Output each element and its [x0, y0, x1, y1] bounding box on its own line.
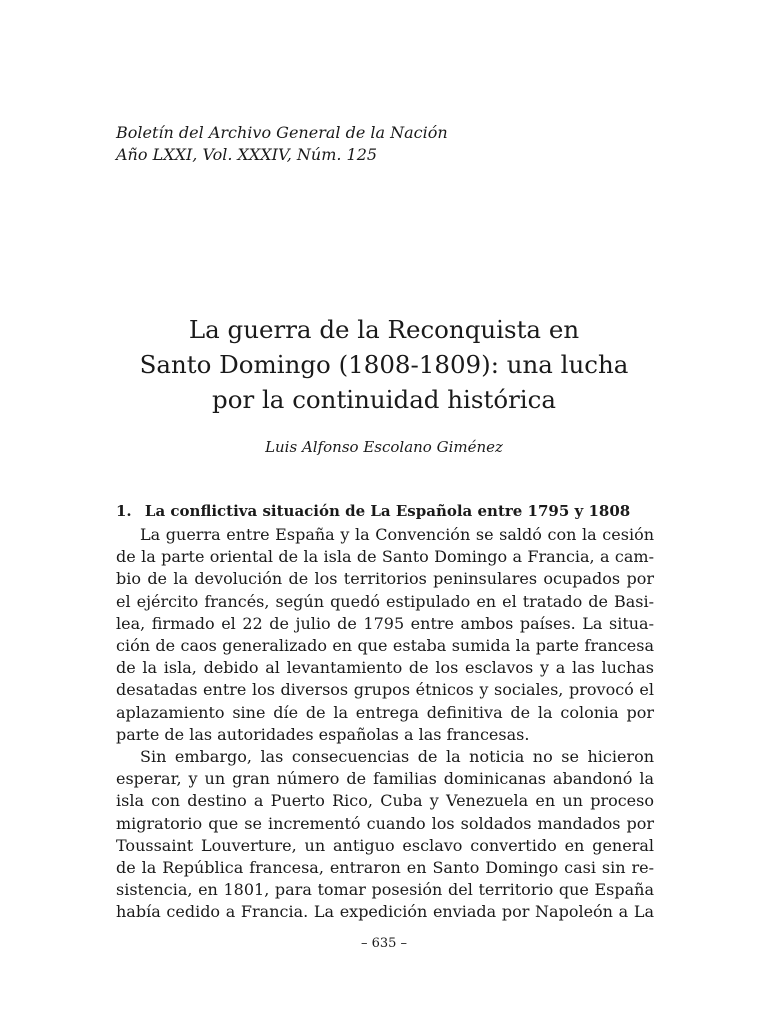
article-title [60, 312, 708, 417]
text-line: bio de la devolución de los territorios peninsulares ocupados por [116, 569, 654, 589]
page-number: – 635 – [360, 936, 408, 951]
section-number: 1. [116, 502, 132, 520]
section-title: La conflictiva situación de La Española entre 1795 y 1808 [144, 502, 631, 520]
paragraph [116, 524, 654, 746]
text-line: Sin embargo, las consecuencias de la noticia no se hicieron [140, 747, 654, 767]
author-name: Luis Alfonso Escolano Giménez [265, 438, 503, 456]
text-line: el ejército francés, según quedó estipulado en el tratado de Basi- [116, 591, 654, 611]
text-line: desatadas entre los diversos grupos étnicos y sociales, provocó el [116, 680, 654, 700]
article-title-line: Santo Domingo (1808-1809): una lucha [139, 350, 629, 379]
text-line: aplazamiento sine díe de la entrega definitiva de la colonia por [116, 702, 654, 722]
journal-header [116, 122, 448, 166]
text-line: sistencia, en 1801, para tomar posesión del territorio que España [116, 880, 654, 900]
text-line: de la República francesa, entraron en Santo Domingo casi sin re- [116, 858, 654, 878]
text-line: esperar, y un gran número de familias dominicanas abandonó la [116, 769, 654, 789]
paragraph [116, 746, 654, 924]
text-line: de la isla, debido al levantamiento de los esclavos y a las luchas [116, 658, 654, 678]
text-line: Toussaint Louverture, un antiguo esclavo convertido en general [116, 835, 654, 855]
text-line: parte de las autoridades españolas a las francesas. [116, 724, 530, 744]
text-line: isla con destino a Puerto Rico, Cuba y Venezuela en un proceso [116, 791, 654, 811]
journal-volume: Año LXXI, Vol. XXXIV, Núm. 125 [116, 145, 378, 164]
text-line: había cedido a Francia. La expedición enviada por Napoleón a La [116, 902, 654, 922]
text-line: de la parte oriental de la isla de Santo Domingo a Francia, a cam- [116, 547, 654, 567]
journal-name: Boletín del Archivo General de la Nación [116, 123, 448, 142]
section-heading [116, 502, 630, 520]
text-line: migratorio que se incrementó cuando los soldados mandados por [116, 813, 654, 833]
article-body [116, 524, 654, 924]
article-title-line: La guerra de la Reconquista en [188, 315, 580, 344]
text-line: lea, firmado el 22 de julio de 1795 entre ambos países. La situa- [116, 613, 654, 633]
text-line: ción de caos generalizado en que estaba sumida la parte francesa [116, 636, 654, 656]
text-line: La guerra entre España y la Convención se saldó con la cesión [140, 525, 654, 544]
article-title-line: por la continuidad histórica [212, 385, 556, 414]
